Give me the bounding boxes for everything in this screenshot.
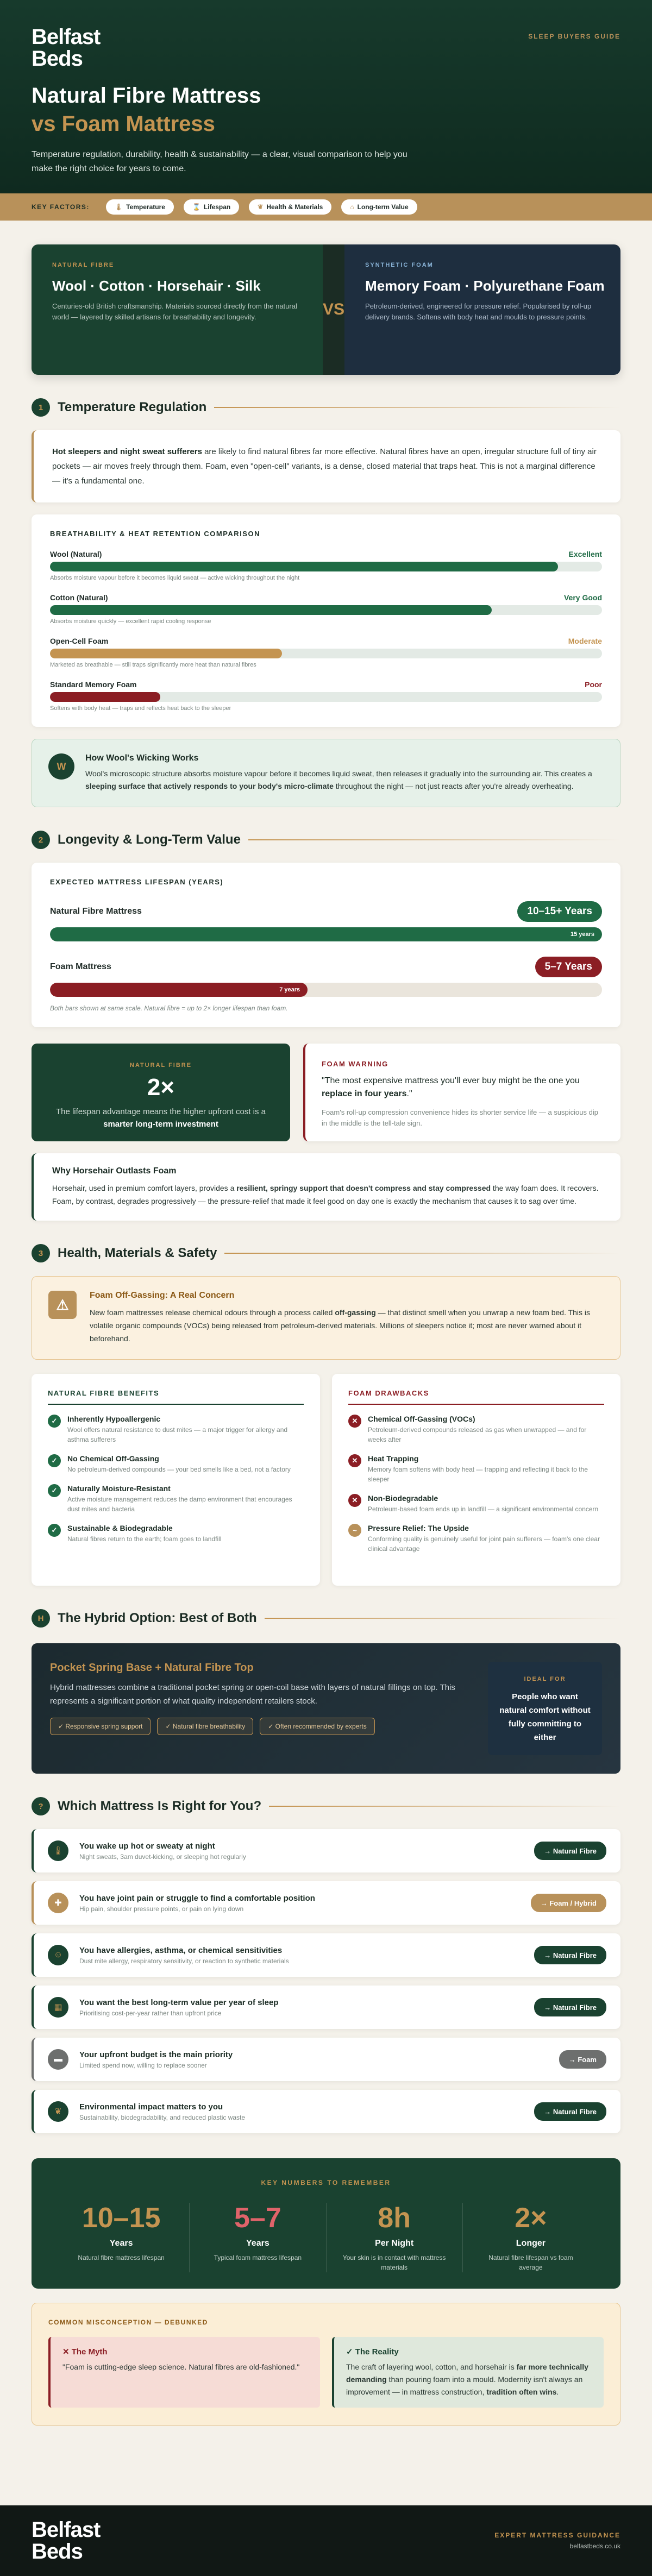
wicking-callout xyxy=(32,739,620,807)
bar-track xyxy=(50,649,602,658)
foam-title: Memory Foam · Polyurethane Foam xyxy=(365,278,605,294)
row-text xyxy=(79,2050,548,2069)
leaf-icon: ❦ xyxy=(258,203,264,211)
warning-sub: Foam's roll-up compression convenience hides its shorter service life — a suspicious dip in the middle is the tell-tale sign. xyxy=(322,1108,598,1127)
lifespan-row xyxy=(50,957,602,997)
horse-text: Horsehair, used in premium comfort layers, provides a resilient, springy support that doesn't compress and stay compressed the way foam does. It recovers. Foam, by contrast, degrades progressively — the pressure-relief that made it feel good on day one is exactly the mechanism that causes it to sag over time. xyxy=(52,1184,599,1205)
recommendation-row[interactable] xyxy=(32,1933,620,1977)
recommendation-badge[interactable]: → Natural Fibre xyxy=(534,1998,606,2016)
section-heading-temperature xyxy=(32,397,620,418)
joint-icon: ✚ xyxy=(48,1893,68,1913)
bar-note: Marketed as breathable — still traps significantly more heat than natural fibres xyxy=(50,662,256,668)
wick-badge-icon: W xyxy=(48,753,74,780)
recommendation-badge[interactable]: → Natural Fibre xyxy=(534,1946,606,1964)
lifespan-marker: 7 years xyxy=(279,987,300,993)
recommendation-badge[interactable]: → Foam / Hybrid xyxy=(531,1894,606,1912)
section-divider xyxy=(265,1618,620,1619)
key-number-desc: Typical foam mattress lifespan xyxy=(214,2254,302,2261)
key-numbers-title: KEY NUMBERS TO REMEMBER xyxy=(261,2179,391,2187)
key-number-value: 8h xyxy=(378,2202,411,2234)
benefit-title: Inherently Hypoallergenic xyxy=(67,1415,161,1423)
logo-line-2: Beds xyxy=(32,47,83,71)
key-number-unit: Years xyxy=(246,2239,269,2248)
recommendation-row[interactable] xyxy=(32,1829,620,1873)
key-number xyxy=(53,2203,190,2272)
key-factor-value[interactable] xyxy=(341,199,417,215)
offgassing-alert xyxy=(32,1276,620,1360)
hero-intro: Temperature regulation, durability, health & sustainability — a clear, visual comparison to help you make the right choice for years to come. xyxy=(32,150,408,173)
key-number-desc: Natural fibre lifespan vs foam average xyxy=(488,2254,573,2271)
bar-fill xyxy=(50,605,492,615)
key-number-value: 2× xyxy=(515,2202,547,2234)
key-number xyxy=(327,2203,463,2272)
row-text xyxy=(79,1894,520,1913)
alert-text: New foam mattresses release chemical odours through a process called off-gassing — that distinct smell when you unwrap a new foam bed. This is volatile organic compounds (VOCs) being released from petroleum-derived materials. Millions of sleepers notice it; most are never warned about it beforehand. xyxy=(90,1308,591,1343)
myth-head: ✕ The Myth xyxy=(62,2347,108,2357)
key-factor-lifespan[interactable] xyxy=(184,199,239,215)
row-text xyxy=(79,1998,523,2017)
bar-label: Standard Memory Foam xyxy=(50,680,137,689)
drawback-title: Chemical Off-Gassing (VOCs) xyxy=(368,1415,475,1423)
temperature-intro xyxy=(32,430,620,502)
tilde-icon: ~ xyxy=(348,1524,361,1537)
warning-quote: "The most expensive mattress you'll ever buy might be the one you replace in four years." xyxy=(322,1076,580,1098)
drawback-desc: Memory foam softens with body heat — trapping and reflecting it back to the sleeper xyxy=(368,1466,588,1483)
lifespan-track xyxy=(50,983,602,997)
drawback-title: Pressure Relief: The Upside xyxy=(368,1524,469,1532)
row-desc: Limited spend now, willing to replace sooner xyxy=(79,2061,207,2069)
lifespan-caption: EXPECTED MATTRESS LIFESPAN (YEARS) xyxy=(50,878,224,886)
lifespan-highlights xyxy=(32,1044,620,1141)
footer-site-link[interactable]: belfastbeds.co.uk xyxy=(569,2542,620,2550)
versus-card xyxy=(32,244,620,375)
hybrid-card xyxy=(32,1643,620,1774)
section-title: Temperature Regulation xyxy=(58,400,207,414)
reality-head: ✓ The Reality xyxy=(346,2347,399,2357)
advantage-number: 2× xyxy=(147,1074,175,1101)
key-factors-bar xyxy=(0,193,652,221)
key-factor-label: Lifespan xyxy=(203,203,231,211)
section-title: The Hybrid Option: Best of Both xyxy=(58,1611,257,1625)
row-title: Your upfront budget is the main priority xyxy=(79,2050,233,2059)
bar-rating: Excellent xyxy=(568,550,602,558)
bar-label: Wool (Natural) xyxy=(50,550,102,558)
section-heading-longevity xyxy=(32,829,620,851)
allergy-icon: ☺ xyxy=(48,1945,68,1965)
lifespan-fill xyxy=(50,983,308,997)
benefit-item xyxy=(48,1454,304,1474)
myth-box xyxy=(48,2337,320,2408)
bar-header xyxy=(50,593,602,602)
hero-header xyxy=(0,0,652,193)
benefit-item xyxy=(48,1415,304,1444)
recommendation-row[interactable] xyxy=(32,1986,620,2029)
warning-icon: ⚠ xyxy=(48,1291,77,1319)
bar-header xyxy=(50,550,602,558)
lifespan-chart xyxy=(32,863,620,1027)
recommendation-badge[interactable]: → Natural Fibre xyxy=(534,2102,606,2121)
wick-title: How Wool's Wicking Works xyxy=(85,753,199,763)
bar-fill xyxy=(50,649,282,658)
logo-line-2: Beds xyxy=(32,2540,83,2564)
reality-text: The craft of layering wool, cotton, and horsehair is far more technically demanding than pouring foam into a mould. Modernity isn't always an improvement — in mattress construction, tradition often wins. xyxy=(346,2363,588,2396)
hybrid-chip: ✓ Often recommended by experts xyxy=(260,1718,374,1735)
key-factor-label: Temperature xyxy=(126,203,165,211)
bar-label: Open-Cell Foam xyxy=(50,637,109,645)
bar-note: Absorbs moisture quickly — excellent rapid cooling response xyxy=(50,618,211,625)
benefit-desc: Active moisture management reduces the damp environment that encourages dust mites and bacteria xyxy=(67,1496,292,1513)
section-divider xyxy=(248,839,620,840)
lifespan-badge: 10–15+ Years xyxy=(517,901,602,922)
footer-logo[interactable] xyxy=(32,2519,100,2562)
bar-label: Cotton (Natural) xyxy=(50,593,108,602)
row-title: You have joint pain or struggle to find a comfortable position xyxy=(79,1893,315,1903)
calendar-icon: ⌂ xyxy=(350,203,354,211)
lifespan-label: Natural Fibre Mattress xyxy=(50,907,142,916)
key-number-desc: Your skin is in contact with mattress materials xyxy=(342,2254,446,2271)
bar-fill xyxy=(50,562,558,571)
lifespan-badge: 5–7 Years xyxy=(535,957,602,977)
key-number-unit: Years xyxy=(109,2239,133,2248)
lifespan-footnote: Both bars shown at same scale. Natural fibre = up to 2× longer lifespan than foam. xyxy=(50,1004,288,1012)
section-divider xyxy=(214,407,620,408)
intro-bold: Hot sleepers and night sweat sufferers xyxy=(52,447,202,456)
benefit-desc: No petroleum-derived compounds — your bed smells like a bed, not a factory xyxy=(67,1466,291,1473)
bar-note: Softens with body heat — traps and reflects heat back to the sleeper xyxy=(50,705,231,712)
section-heading-which xyxy=(32,1795,620,1817)
section-divider xyxy=(269,1806,620,1807)
key-number-unit: Longer xyxy=(516,2239,546,2248)
natural-tag: NATURAL FIBRE xyxy=(52,262,115,268)
row-text xyxy=(79,2102,523,2121)
drawback-desc: Petroleum-derived compounds released as gas when unwrapped — and for weeks after xyxy=(368,1426,587,1443)
row-title: You wake up hot or sweaty at night xyxy=(79,1841,215,1851)
recommendation-row[interactable] xyxy=(32,1881,620,1925)
recommendation-row[interactable] xyxy=(32,2090,620,2133)
intro-text: are likely to find natural fibres far more effective. Natural fibres have an open, irregular structure full of tiny air pockets — air moves freely through them. Foam, even "open-cell" variants, is a dense, closed material that traps heat. This is not a marginal difference — it's a fundamental one. xyxy=(52,447,597,486)
section-title: Longevity & Long-Term Value xyxy=(58,832,241,847)
row-title: Environmental impact matters to you xyxy=(79,2102,223,2112)
advantage-tag: NATURAL FIBRE xyxy=(129,1062,192,1069)
key-number xyxy=(463,2203,599,2272)
hybrid-chip: ✓ Responsive spring support xyxy=(50,1718,151,1735)
thermometer-icon: 🌡 xyxy=(48,1840,68,1861)
drawback-item xyxy=(348,1415,604,1444)
section-number: 2 xyxy=(32,831,50,849)
natural-desc: Centuries-old British craftsmanship. Materials sourced directly from the natural world — layered by skilled artisans for breathability and longevity. xyxy=(52,302,297,321)
key-number xyxy=(190,2203,326,2272)
benefit-item xyxy=(48,1524,304,1544)
section-number: 3 xyxy=(32,1244,50,1262)
bar-track xyxy=(50,692,602,702)
key-factor-health[interactable] xyxy=(249,199,331,215)
bar-rating: Poor xyxy=(585,680,602,689)
footer xyxy=(0,2505,652,2576)
benefit-item xyxy=(48,1484,304,1514)
key-numbers-panel xyxy=(32,2158,620,2289)
check-icon: ✓ xyxy=(48,1524,61,1537)
section-number: ? xyxy=(32,1797,50,1815)
row-text xyxy=(79,1946,523,1965)
row-title: You want the best long-term value per year of sleep xyxy=(79,1997,279,2007)
key-number-value: 5–7 xyxy=(234,2202,281,2234)
drawbacks-title: FOAM DRAWBACKS xyxy=(348,1389,604,1405)
advantage-desc: The lifespan advantage means the higher upfront cost is a smarter long-term investment xyxy=(55,1107,266,1129)
recommendation-badge[interactable]: → Foam xyxy=(559,2050,606,2069)
row-desc: Dust mite allergy, respiratory sensitivity, or reaction to synthetic materials xyxy=(79,1957,289,1965)
row-desc: Hip pain, shoulder pressure points, or pain on lying down xyxy=(79,1905,244,1913)
hourglass-icon: ⌛ xyxy=(192,203,200,211)
recommendation-row[interactable] xyxy=(32,2038,620,2081)
natural-fibre-panel xyxy=(32,244,323,375)
hero-title-line-2: vs Foam Mattress xyxy=(32,112,215,136)
section-heading-hybrid xyxy=(32,1607,620,1629)
lifespan-track xyxy=(50,927,602,941)
drawback-item xyxy=(348,1494,604,1514)
footer-tag: EXPERT MATTRESS GUIDANCE xyxy=(494,2531,620,2539)
foam-drawbacks-card xyxy=(332,1374,620,1586)
calendar-icon: ▦ xyxy=(48,1997,68,2018)
row-desc: Sustainability, biodegradability, and reduced plastic waste xyxy=(79,2113,246,2121)
benefit-title: Naturally Moisture-Resistant xyxy=(67,1484,171,1493)
warning-tag: FOAM WARNING xyxy=(322,1060,388,1068)
cross-icon: ✕ xyxy=(348,1494,361,1507)
row-text xyxy=(79,1842,523,1861)
lifespan-row xyxy=(50,901,602,941)
cross-icon: ✕ xyxy=(348,1415,361,1428)
misconception-card xyxy=(32,2303,620,2426)
key-factor-temperature[interactable] xyxy=(106,199,174,215)
section-number: 1 xyxy=(32,398,50,417)
bar-fill xyxy=(50,692,160,702)
hybrid-chip: ✓ Natural fibre breathability xyxy=(157,1718,253,1735)
key-factor-label: Health & Materials xyxy=(266,203,323,211)
logo-line-1: Belfast xyxy=(32,25,101,49)
guide-label: SLEEP BUYERS GUIDE xyxy=(528,33,620,40)
benefit-title: No Chemical Off-Gassing xyxy=(67,1454,159,1463)
bar-row xyxy=(50,550,602,581)
wick-text: Wool's microscopic structure absorbs moisture vapour before it becomes liquid sweat, then releases it gradually into the surrounding air. This creates a sleeping surface that actively responds to your body's micro-climate throughout the night — not just reacts after you're already overheating. xyxy=(85,769,592,790)
logo-line-1: Belfast xyxy=(32,2518,101,2542)
thermometer-icon: 🌡 xyxy=(114,203,123,211)
bar-row xyxy=(50,637,602,668)
section-title: Which Mattress Is Right for You? xyxy=(58,1799,262,1813)
hybrid-title: Pocket Spring Base + Natural Fibre Top xyxy=(50,1662,254,1674)
bar-header xyxy=(50,680,602,689)
horse-title: Why Horsehair Outlasts Foam xyxy=(52,1166,177,1176)
drawback-title: Non-Biodegradable xyxy=(368,1494,438,1503)
section-divider xyxy=(224,1253,620,1254)
benefits-title: NATURAL FIBRE BENEFITS xyxy=(48,1389,304,1405)
key-number-unit: Per Night xyxy=(375,2239,414,2248)
key-factor-label: Long-term Value xyxy=(357,203,409,211)
foam-tag: SYNTHETIC FOAM xyxy=(365,262,434,268)
foam-desc: Petroleum-derived, engineered for pressure relief. Popularised by roll-up delivery brands. Softens with body heat and moulds to pressure points. xyxy=(365,302,592,321)
foam-panel xyxy=(344,244,620,375)
bar-note: Absorbs moisture vapour before it becomes liquid sweat — active wicking throughout the night xyxy=(50,575,300,581)
chart-caption: BREATHABILITY & HEAT RETENTION COMPARISON xyxy=(50,530,260,538)
myth-text: "Foam is cutting-edge sleep science. Natural fibres are old-fashioned." xyxy=(62,2363,300,2371)
lifespan-marker: 15 years xyxy=(570,931,594,938)
alert-title: Foam Off-Gassing: A Real Concern xyxy=(90,1291,235,1300)
check-icon: ✓ xyxy=(48,1454,61,1467)
section-heading-health xyxy=(32,1242,620,1264)
wallet-icon: ▬ xyxy=(48,2049,68,2070)
reality-box xyxy=(332,2337,604,2408)
bar-rating: Moderate xyxy=(568,637,602,645)
benefit-desc: Wool offers natural resistance to dust mites — a major trigger for allergy and asthma sufferers xyxy=(67,1426,288,1443)
drawback-desc: Conforming quality is genuinely useful for joint pain sufferers — foam's one clear clinical advantage xyxy=(368,1535,600,1553)
lifespan-advantage-card xyxy=(32,1044,290,1141)
row-title: You have allergies, asthma, or chemical sensitivities xyxy=(79,1945,283,1955)
hero-title-line-1: Natural Fibre Mattress xyxy=(32,84,261,108)
bar-track xyxy=(50,562,602,571)
drawback-desc: Petroleum-based foam ends up in landfill — a significant environmental concern xyxy=(368,1505,599,1513)
key-number-value: 10–15 xyxy=(82,2202,161,2234)
misconception-title: COMMON MISCONCEPTION — DEBUNKED xyxy=(48,2319,208,2326)
ideal-for-box xyxy=(488,1662,602,1755)
drawback-item xyxy=(348,1524,604,1554)
row-desc: Prioritising cost-per-year rather than upfront price xyxy=(79,2009,222,2017)
natural-benefits-card xyxy=(32,1374,320,1586)
bar-header xyxy=(50,637,602,645)
ideal-text: People who want natural comfort without fully committing to either xyxy=(499,1692,591,1742)
key-factors-label: KEY FACTORS: xyxy=(32,203,90,211)
bar-row xyxy=(50,593,602,625)
benefit-title: Sustainable & Biodegradable xyxy=(67,1524,173,1532)
natural-title: Wool · Cotton · Horsehair · Silk xyxy=(52,278,261,294)
lifespan-label: Foam Mattress xyxy=(50,962,111,971)
ideal-tag: IDEAL FOR xyxy=(524,1676,566,1682)
hybrid-chips xyxy=(50,1718,472,1735)
check-icon: ✓ xyxy=(48,1415,61,1428)
cross-icon: ✕ xyxy=(348,1454,361,1467)
horsehair-callout xyxy=(32,1153,620,1221)
check-icon: ✓ xyxy=(48,1484,61,1497)
benefit-desc: Natural fibres return to the earth; foam goes to landfill xyxy=(67,1535,222,1543)
breathability-chart xyxy=(32,514,620,727)
vs-label: VS xyxy=(323,244,344,375)
bar-rating: Very Good xyxy=(563,593,602,602)
row-desc: Night sweats, 3am duvet-kicking, or sleeping hot regularly xyxy=(79,1852,246,1861)
lifespan-header xyxy=(50,957,602,977)
hybrid-text: Hybrid mattresses combine a traditional pocket spring or open-coil base with layers of natural fillings on top. This represents a significant portion of what quality independent retailers stock. xyxy=(50,1683,455,1706)
lifespan-header xyxy=(50,901,602,922)
bar-track xyxy=(50,605,602,615)
bar-row xyxy=(50,680,602,712)
foam-warning-card xyxy=(303,1044,620,1141)
drawback-item xyxy=(348,1454,604,1484)
leaf-icon: ❦ xyxy=(48,2101,68,2122)
section-title: Health, Materials & Safety xyxy=(58,1246,217,1260)
lifespan-fill xyxy=(50,927,602,941)
section-number: H xyxy=(32,1609,50,1628)
key-number-desc: Natural fibre mattress lifespan xyxy=(78,2254,165,2261)
drawback-title: Heat Trapping xyxy=(368,1454,419,1463)
recommendation-badge[interactable]: → Natural Fibre xyxy=(534,1842,606,1860)
benefits-drawbacks xyxy=(32,1374,620,1586)
